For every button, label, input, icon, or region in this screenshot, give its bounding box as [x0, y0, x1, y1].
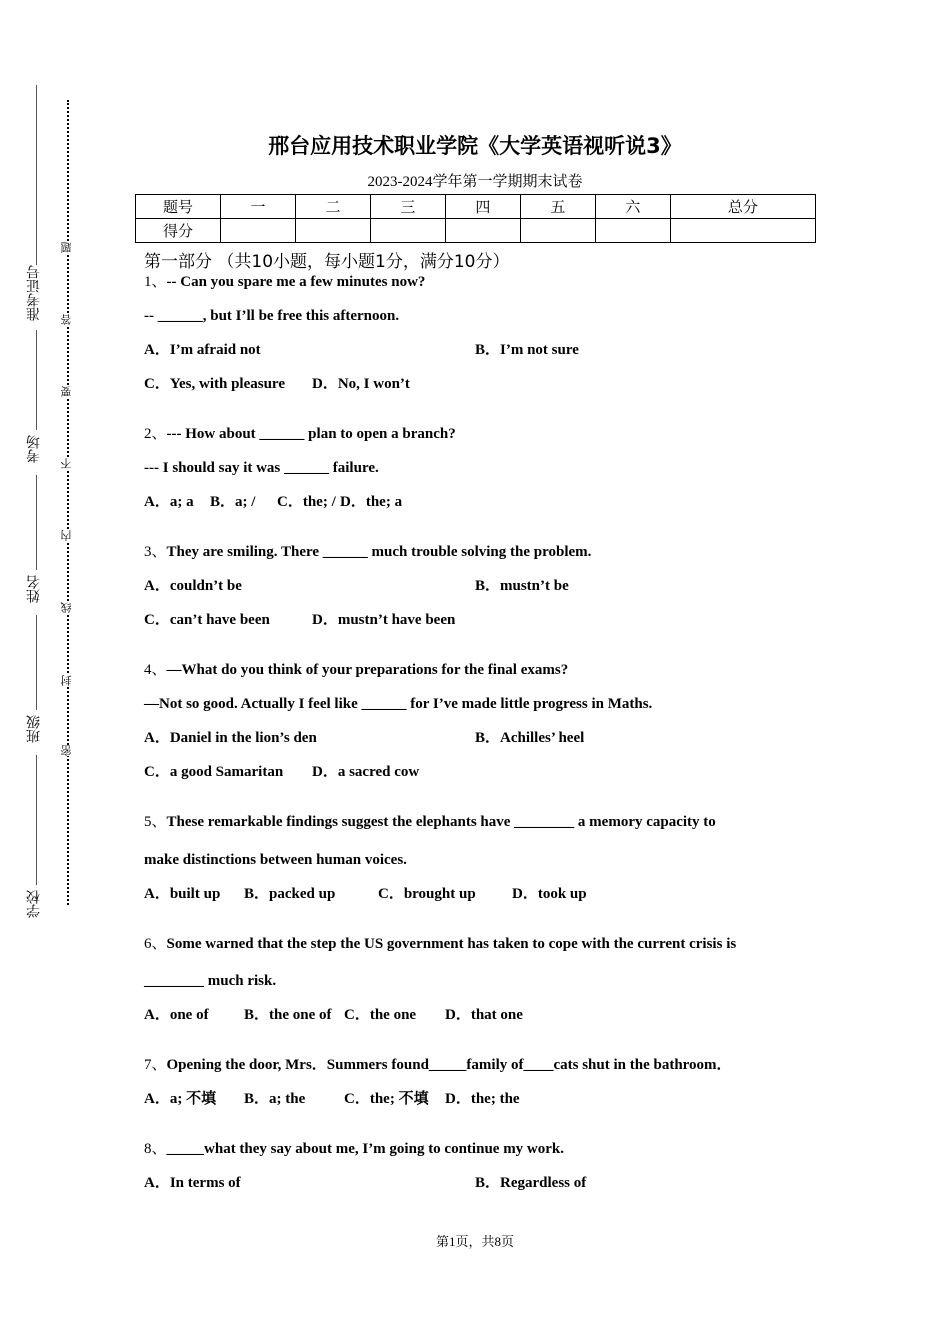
question-4-line: —Not so good. Actually I feel like ______ for I’ve made little progress in Maths. [144, 696, 653, 712]
option-d[interactable]: D．a sacred cow [312, 764, 420, 780]
exam-room-field-label: 考场 [26, 435, 42, 463]
score-table [135, 194, 816, 243]
table-header-cell: 题号 [136, 195, 221, 219]
option-c[interactable]: C．the; 不填 [344, 1091, 429, 1107]
option-a[interactable]: A．Daniel in the lion’s den [144, 730, 317, 746]
option-c[interactable]: C．a good Samaritan [144, 764, 284, 780]
option-d[interactable]: D．took up [512, 886, 587, 902]
option-b[interactable]: B．a; / [210, 494, 256, 510]
question-1-line: -- ______, but I’ll be free this afternoon. [144, 308, 400, 324]
option-a[interactable]: A．a; a [144, 494, 194, 510]
option-a[interactable]: A．couldn’t be [144, 578, 242, 594]
margin-line [36, 330, 37, 430]
score-cell [595, 219, 670, 243]
seal-line [67, 100, 69, 905]
admission-number-field-label: 准考证号 [26, 265, 42, 321]
margin-line [36, 615, 37, 710]
option-d[interactable]: D．mustn’t have been [312, 612, 456, 628]
table-header-cell: 二 [295, 195, 370, 219]
option-a[interactable]: A．a; 不填 [144, 1091, 217, 1107]
option-b[interactable]: B．Regardless of [475, 1175, 587, 1191]
option-a[interactable]: A．In terms of [144, 1175, 241, 1191]
question-6-line: ________ much risk. [144, 973, 277, 989]
score-cell [520, 219, 595, 243]
option-b[interactable]: B．mustn’t be [475, 578, 569, 594]
table-header-cell: 总分 [670, 195, 815, 219]
question-5-line: 5、These remarkable findings suggest the elephants have ________ a memory capacity to [144, 814, 716, 830]
table-header-cell: 四 [445, 195, 520, 219]
option-c[interactable]: C．Yes, with pleasure [144, 376, 285, 392]
question-5-line: make distinctions between human voices. [144, 852, 407, 868]
seal-char: 不 [60, 458, 73, 469]
seal-char: 答 [60, 314, 73, 325]
table-header-cell: 五 [520, 195, 595, 219]
margin-line [36, 755, 37, 885]
option-b[interactable]: B．the one of [244, 1007, 332, 1023]
score-cell [295, 219, 370, 243]
option-b[interactable]: B．a; the [244, 1091, 306, 1107]
option-c[interactable]: C．the one [344, 1007, 417, 1023]
table-row-label: 得分 [136, 219, 221, 243]
class-field-label: 班级 [26, 715, 42, 743]
margin-line [36, 475, 37, 570]
option-b[interactable]: B．packed up [244, 886, 336, 902]
option-d[interactable]: D．the; a [340, 494, 403, 510]
seal-char: 封 [60, 675, 73, 686]
option-a[interactable]: A．one of [144, 1007, 209, 1023]
score-table-header [136, 195, 816, 219]
seal-char: 内 [60, 530, 73, 541]
option-c[interactable]: C．can’t have been [144, 612, 270, 628]
option-a[interactable]: A．I’m afraid not [144, 342, 261, 358]
table-header-cell: 六 [595, 195, 670, 219]
table-header-cell: 三 [370, 195, 445, 219]
score-cell [221, 219, 296, 243]
question-3-line: 3、They are smiling. There ______ much trouble solving the problem. [144, 544, 592, 560]
name-field-label: 姓名 [26, 575, 42, 603]
score-cell [370, 219, 445, 243]
option-b[interactable]: B．I’m not sure [475, 342, 579, 358]
option-b[interactable]: B．Achilles’ heel [475, 730, 585, 746]
question-4-line: 4、—What do you think of your preparations for the final exams? [144, 662, 569, 678]
seal-char: 线 [60, 602, 73, 613]
question-6-line: 6、Some warned that the step the US government has taken to cope with the current crisis is [144, 936, 737, 952]
option-c[interactable]: C．brought up [378, 886, 476, 902]
option-c[interactable]: C．the; / [277, 494, 336, 510]
question-8-line: 8、_____what they say about me, I’m going to continue my work. [144, 1141, 565, 1157]
score-cell [670, 219, 815, 243]
question-2-line: --- I should say it was ______ failure. [144, 460, 379, 476]
question-2-line: 2、--- How about ______ plan to open a branch? [144, 426, 456, 442]
score-table-row [136, 219, 816, 243]
option-d[interactable]: D．the; the [445, 1091, 520, 1107]
page-footer: 第1页，共8页 [435, 1234, 514, 1249]
seal-char: 要 [60, 386, 73, 397]
seal-char: 题 [60, 242, 73, 253]
page-subtitle: 2023-2024学年第一学期期末试卷 [367, 174, 583, 190]
section-heading: 第一部分 （共10小题，每小题1分，满分10分） [144, 252, 510, 272]
option-d[interactable]: D．No, I won’t [312, 376, 410, 392]
option-d[interactable]: D．that one [445, 1007, 523, 1023]
option-a[interactable]: A．built up [144, 886, 221, 902]
score-cell [445, 219, 520, 243]
school-field-label: 学校 [26, 890, 42, 918]
question-7-line: 7、Opening the door, Mrs．Summers found_____family of____cats shut in the bathroom． [144, 1057, 732, 1073]
page-title: 邢台应用技术职业学院《大学英语视听说3》 [268, 134, 682, 158]
seal-char: 密 [60, 745, 73, 756]
question-1-line: 1、-- Can you spare me a few minutes now? [144, 274, 426, 290]
table-header-cell: 一 [221, 195, 296, 219]
